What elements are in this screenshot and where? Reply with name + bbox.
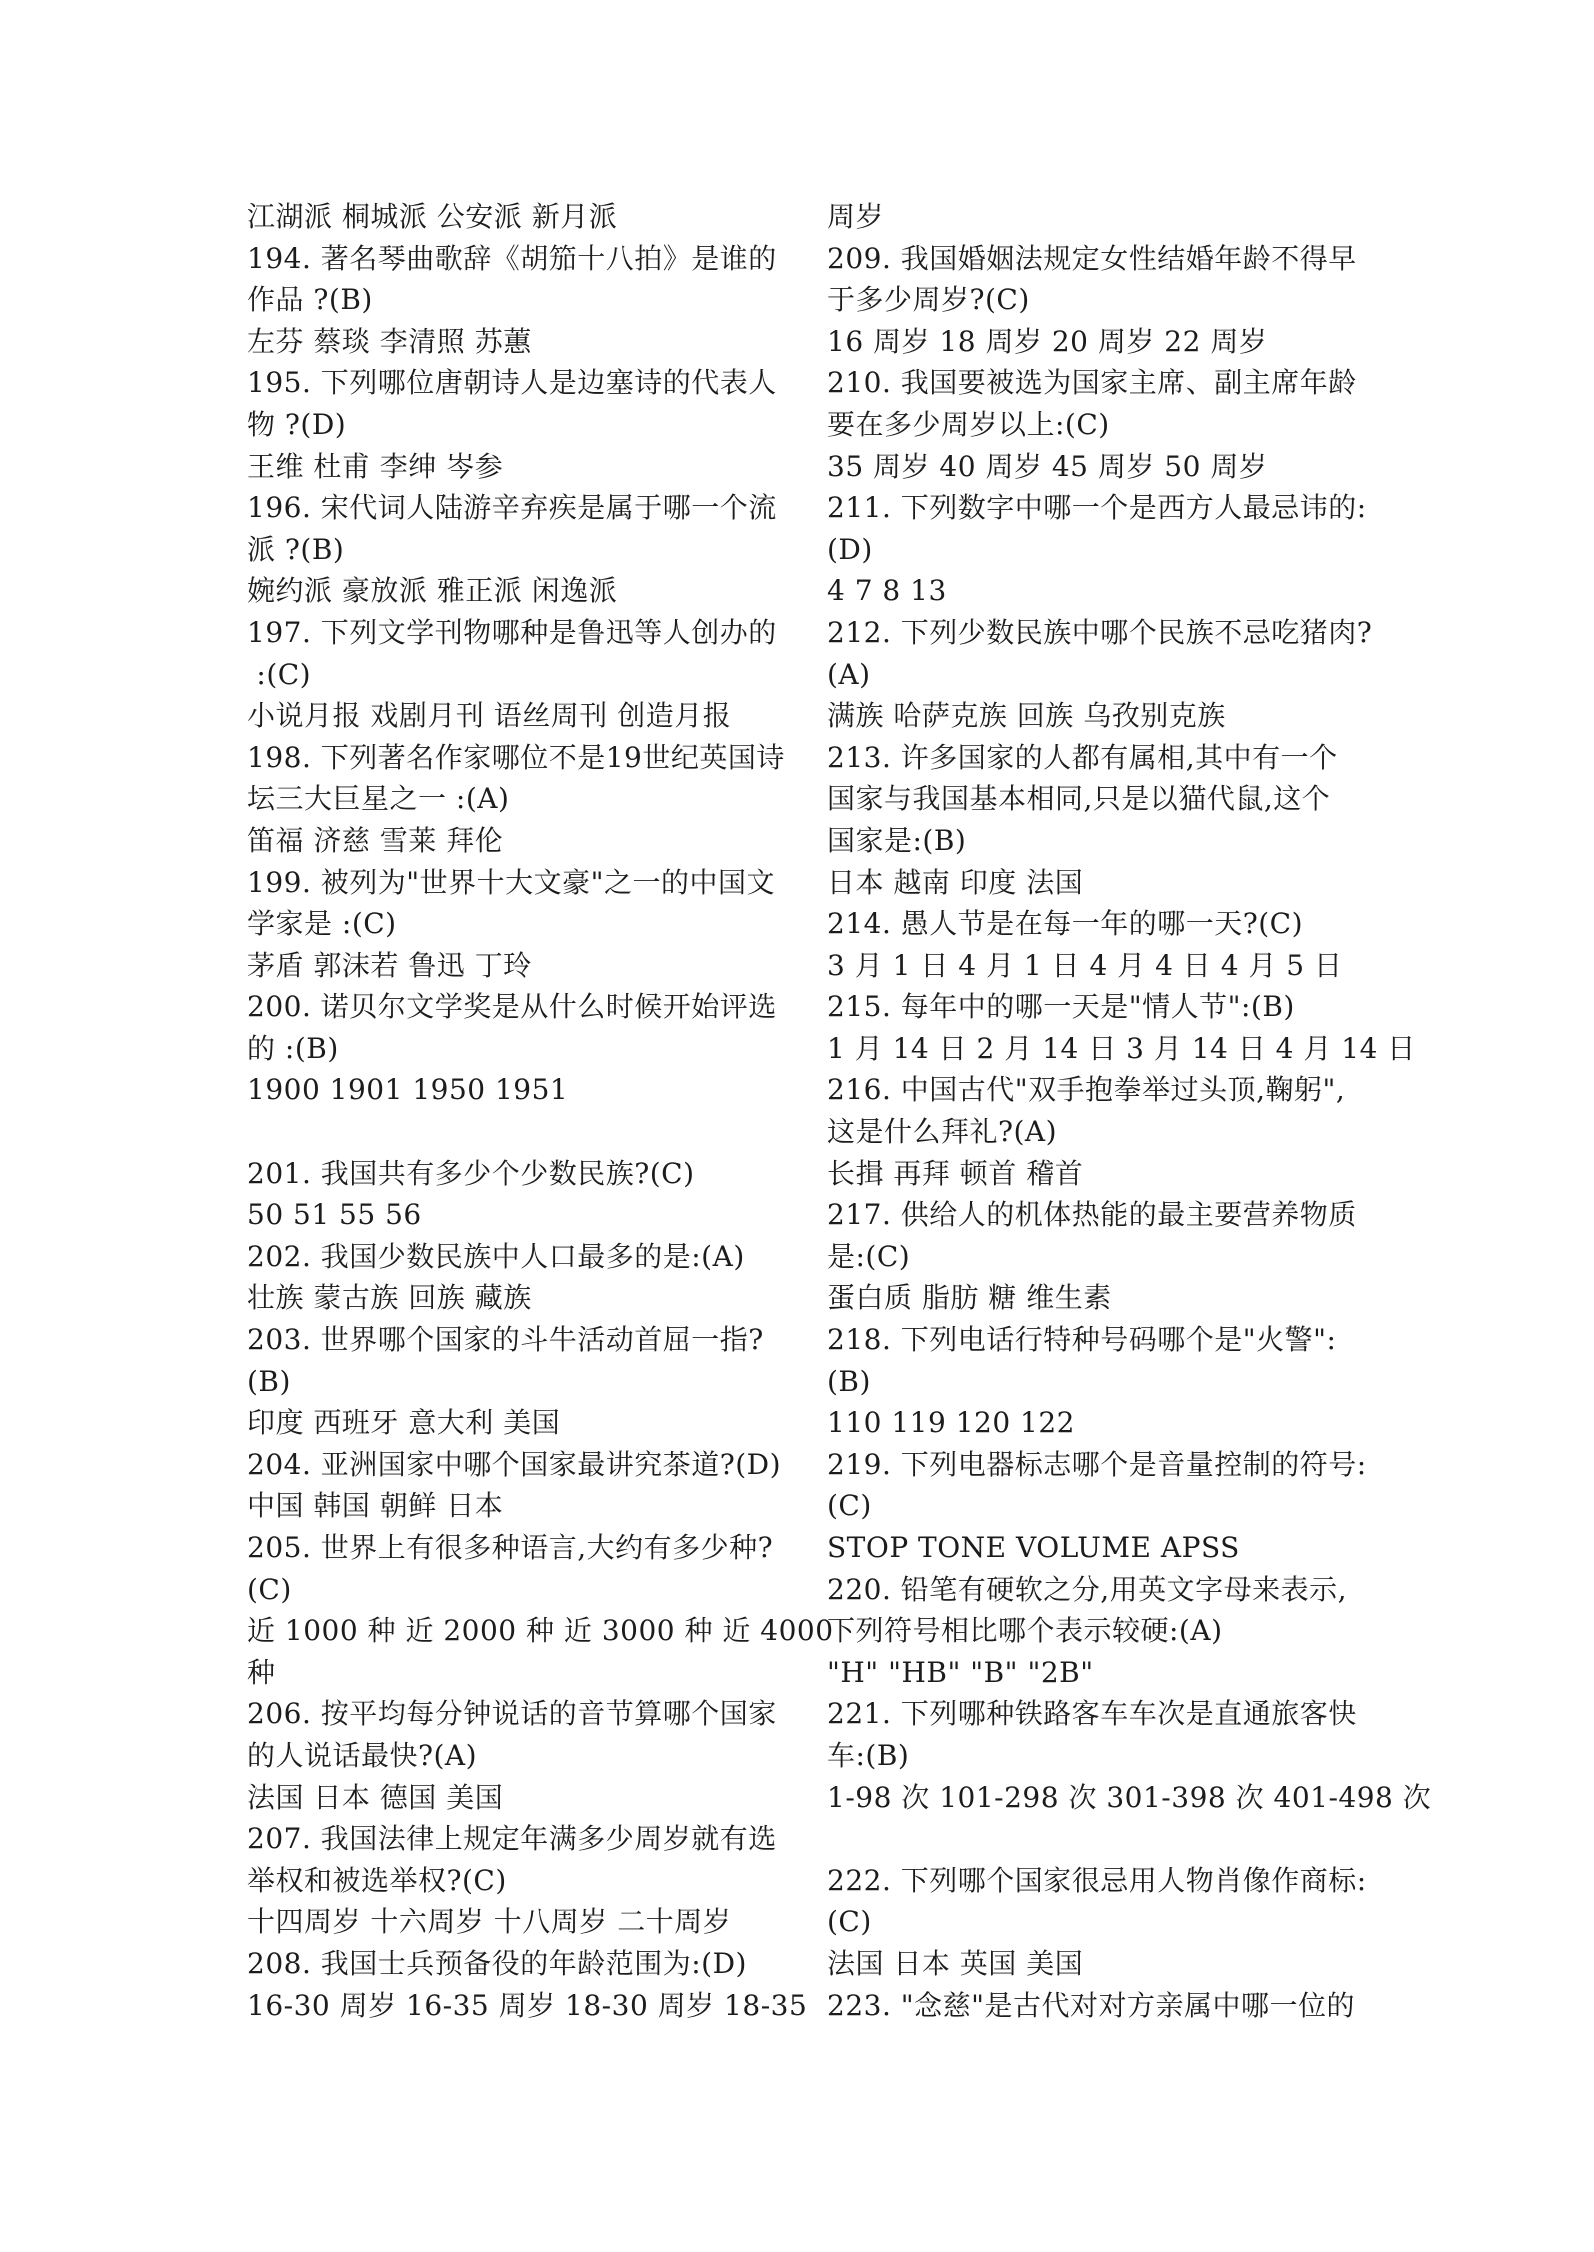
text-line: 204. 亚洲国家中哪个国家最讲究茶道?(D) bbox=[247, 1447, 782, 1481]
text-line: 209. 我国婚姻法规定女性结婚年龄不得早 bbox=[827, 241, 1357, 275]
text-line: 学家是 :(C) bbox=[247, 907, 397, 941]
text-line: 江湖派 桐城派 公安派 新月派 bbox=[247, 200, 618, 233]
text-line: 220. 铅笔有硬软之分,用英文字母来表示, bbox=[827, 1572, 1348, 1606]
text-line: 200. 诺贝尔文学奖是从什么时候开始评选 bbox=[247, 990, 777, 1024]
text-line: 199. 被列为"世界十大文豪"之一的中国文 bbox=[247, 865, 776, 899]
text-line: 4 7 8 13 bbox=[827, 574, 947, 608]
text-line: 周岁 bbox=[827, 200, 885, 233]
right-text-column bbox=[827, 196, 1432, 2026]
text-line bbox=[247, 1111, 787, 1153]
text-line: 3 月 1 日 4 月 1 日 4 月 4 日 4 月 5 日 bbox=[827, 948, 1343, 982]
text-line: 203. 世界哪个国家的斗牛活动首屈一指? bbox=[247, 1323, 764, 1357]
text-line: 举权和被选举权?(C) bbox=[247, 1863, 507, 1897]
text-line: 198. 下列著名作家哪位不是19世纪英国诗 bbox=[247, 740, 785, 774]
text-line: 法国 日本 德国 美国 bbox=[247, 1780, 504, 1814]
text-line: 16 周岁 18 周岁 20 周岁 22 周岁 bbox=[827, 324, 1268, 358]
text-line: (D) bbox=[827, 532, 873, 566]
text-line: 201. 我国共有多少个少数民族?(C) bbox=[247, 1156, 695, 1190]
text-line: 217. 供给人的机体热能的最主要营养物质 bbox=[827, 1198, 1357, 1232]
text-line: 的人说话最快?(A) bbox=[247, 1738, 478, 1772]
text-line: (A) bbox=[827, 657, 871, 691]
text-line: 蛋白质 脂肪 糖 维生素 bbox=[827, 1281, 1112, 1315]
text-line: 215. 每年中的哪一天是"情人节":(B) bbox=[827, 990, 1295, 1024]
left-text-column bbox=[247, 196, 834, 2026]
text-line: 的 :(B) bbox=[247, 1031, 339, 1065]
text-line: (B) bbox=[827, 1364, 871, 1398]
text-line: 近 1000 种 近 2000 种 近 3000 种 近 4000 bbox=[247, 1614, 834, 1648]
text-line: 1 月 14 日 2 月 14 日 3 月 14 日 4 月 14 日 bbox=[827, 1031, 1416, 1065]
text-line: 坛三大巨星之一 :(A) bbox=[247, 782, 510, 816]
text-line: 110 119 120 122 bbox=[827, 1406, 1075, 1440]
text-line: 210. 我国要被选为国家主席、副主席年龄 bbox=[827, 366, 1357, 400]
text-line: 长揖 再拜 顿首 稽首 bbox=[827, 1156, 1084, 1190]
text-line bbox=[827, 1818, 1387, 1860]
text-line: STOP TONE VOLUME APSS bbox=[827, 1531, 1240, 1564]
text-line: (C) bbox=[247, 1572, 292, 1606]
text-line: :(C) bbox=[247, 657, 312, 691]
text-line: 国家与我国基本相同,只是以猫代鼠,这个 bbox=[827, 782, 1331, 816]
text-line: 213. 许多国家的人都有属相,其中有一个 bbox=[827, 740, 1338, 774]
text-line: 194. 著名琴曲歌辞《胡笳十八拍》是谁的 bbox=[247, 241, 777, 275]
text-line: 206. 按平均每分钟说话的音节算哪个国家 bbox=[247, 1697, 777, 1731]
text-line: 218. 下列电话行特种号码哪个是"火警": bbox=[827, 1323, 1337, 1357]
text-line: 种 bbox=[247, 1655, 276, 1689]
text-line: 35 周岁 40 周岁 45 周岁 50 周岁 bbox=[827, 449, 1268, 483]
text-line: 派 ?(B) bbox=[247, 532, 345, 566]
text-line: 211. 下列数字中哪一个是西方人最忌讳的: bbox=[827, 491, 1367, 525]
text-line: 1900 1901 1950 1951 bbox=[247, 1073, 569, 1107]
text-line: (C) bbox=[827, 1905, 872, 1939]
text-line: 197. 下列文学刊物哪种是鲁迅等人创办的 bbox=[247, 615, 777, 649]
text-line: 207. 我国法律上规定年满多少周岁就有选 bbox=[247, 1822, 777, 1856]
text-line: 印度 西班牙 意大利 美国 bbox=[247, 1406, 561, 1440]
text-line: 16-30 周岁 16-35 周岁 18-30 周岁 18-35 bbox=[247, 1988, 808, 2022]
text-line: 202. 我国少数民族中人口最多的是:(A) bbox=[247, 1239, 745, 1273]
text-line: 是:(C) bbox=[827, 1239, 911, 1273]
text-line: 50 51 55 56 bbox=[247, 1198, 422, 1232]
text-line: 195. 下列哪位唐朝诗人是边塞诗的代表人 bbox=[247, 366, 777, 400]
text-line: 中国 韩国 朝鲜 日本 bbox=[247, 1489, 504, 1523]
text-line: 208. 我国士兵预备役的年龄范围为:(D) bbox=[247, 1946, 747, 1980]
text-line: "H" "HB" "B" "2B" bbox=[827, 1655, 1094, 1689]
text-line: 222. 下列哪个国家很忌用人物肖像作商标: bbox=[827, 1863, 1367, 1897]
text-line: 214. 愚人节是在每一年的哪一天?(C) bbox=[827, 907, 1304, 941]
text-line: 笛福 济慈 雪莱 拜伦 bbox=[247, 823, 504, 857]
text-line: 212. 下列少数民族中哪个民族不忌吃猪肉? bbox=[827, 615, 1373, 649]
text-line: 205. 世界上有很多种语言,大约有多少种? bbox=[247, 1531, 774, 1564]
text-line: 223. "念慈"是古代对对方亲属中哪一位的 bbox=[827, 1988, 1356, 2022]
text-line: 满族 哈萨克族 回族 乌孜别克族 bbox=[827, 699, 1226, 733]
text-line: 小说月报 戏剧月刊 语丝周刊 创造月报 bbox=[247, 699, 732, 733]
text-line: 要在多少周岁以上:(C) bbox=[827, 407, 1110, 441]
text-line: (B) bbox=[247, 1364, 291, 1398]
text-line: (C) bbox=[827, 1489, 872, 1523]
text-line: 车:(B) bbox=[827, 1738, 910, 1772]
text-line: 216. 中国古代"双手抱拳举过头顶,鞠躬", bbox=[827, 1073, 1346, 1107]
text-line: 下列符号相比哪个表示较硬:(A) bbox=[827, 1614, 1223, 1648]
text-line: 左芬 蔡琰 李清照 苏蕙 bbox=[247, 324, 532, 358]
text-line: 婉约派 豪放派 雅正派 闲逸派 bbox=[247, 574, 618, 608]
text-line: 221. 下列哪种铁路客车车次是直通旅客快 bbox=[827, 1697, 1357, 1731]
text-line: 王维 杜甫 李绅 岑参 bbox=[247, 449, 504, 483]
text-line: 1-98 次 101-298 次 301-398 次 401-498 次 bbox=[827, 1780, 1432, 1814]
text-line: 作品 ?(B) bbox=[247, 283, 373, 317]
text-line: 壮族 蒙古族 回族 藏族 bbox=[247, 1281, 532, 1315]
text-line: 法国 日本 英国 美国 bbox=[827, 1946, 1084, 1980]
text-line: 这是什么拜礼?(A) bbox=[827, 1115, 1058, 1149]
text-line: 219. 下列电器标志哪个是音量控制的符号: bbox=[827, 1447, 1367, 1481]
text-line: 十四周岁 十六周岁 十八周岁 二十周岁 bbox=[247, 1905, 732, 1939]
text-line: 茅盾 郭沫若 鲁迅 丁玲 bbox=[247, 948, 532, 982]
text-line: 于多少周岁?(C) bbox=[827, 283, 1030, 317]
text-line: 196. 宋代词人陆游辛弃疾是属于哪一个流 bbox=[247, 491, 777, 525]
text-line: 国家是:(B) bbox=[827, 823, 967, 857]
text-line: 日本 越南 印度 法国 bbox=[827, 865, 1084, 899]
text-line: 物 ?(D) bbox=[247, 407, 347, 441]
